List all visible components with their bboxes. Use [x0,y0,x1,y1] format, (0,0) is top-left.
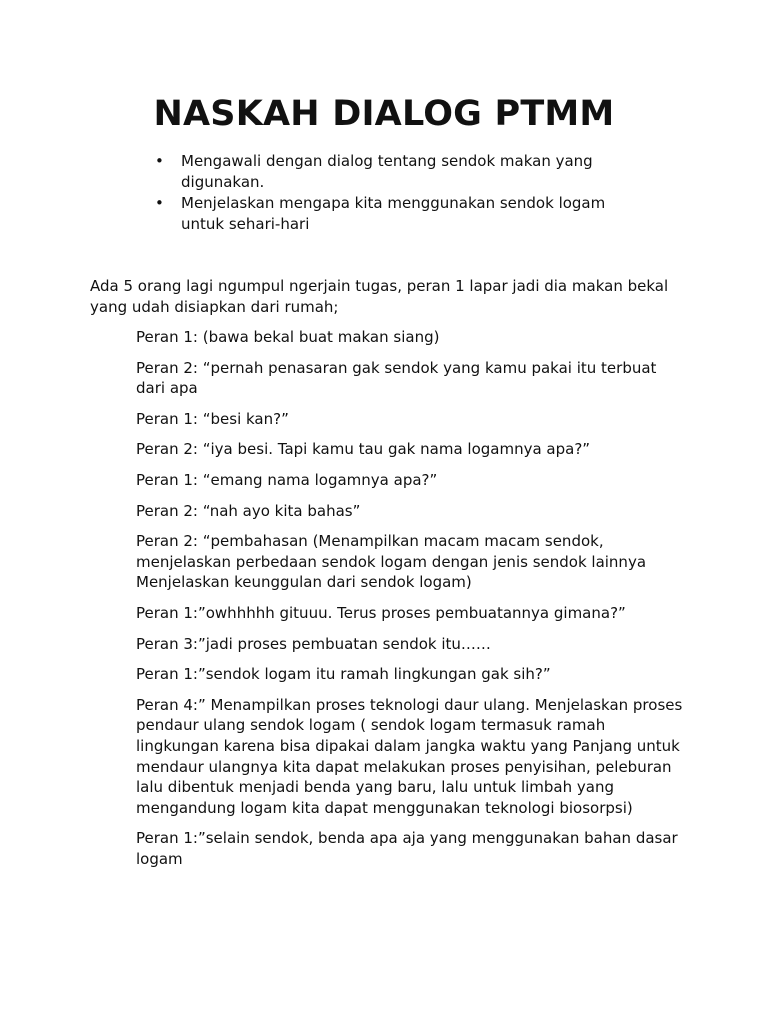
bullet-icon: • [155,152,164,170]
dialog-line: Peran 2: “pernah penasaran gak sendok yang kamu pakai itu terbuat dari apa [136,358,657,398]
document-title: NASKAH DIALOG PTMM [153,94,615,134]
dialog-line: Peran 1: “besi kan?” [136,409,289,428]
dialog-script [136,327,684,879]
scene-intro-paragraph: Ada 5 orang lagi ngumpul ngerjain tugas, peran 1 lapar jadi dia makan bekal yang udah disiapkan dari rumah; [90,277,669,316]
dialog-line: Peran 3:”jadi proses pembuatan sendok itu…… [136,634,491,653]
dialog-line: Peran 1: “emang nama logamnya apa?” [136,470,438,489]
summary-bullet-item [155,193,625,235]
summary-bullet-item [155,151,625,193]
dialog-line: Peran 1:”sendok logam itu ramah lingkungan gak sih?” [136,665,551,684]
dialog-line: Peran 2: “nah ayo kita bahas” [136,501,361,520]
bullet-icon: • [155,194,164,212]
summary-bullet-text: Menjelaskan mengapa kita menggunakan sendok logam untuk sehari-hari [181,194,606,233]
dialog-line: Peran 1:”owhhhhh gituuu. Terus proses pembuatannya gimana?” [136,603,626,622]
summary-bullet-text: Mengawali dengan dialog tentang sendok makan yang digunakan. [181,152,593,191]
dialog-line: Peran 1: (bawa bekal buat makan siang) [136,328,440,346]
dialog-line: Peran 4:” Menampilkan proses teknologi daur ulang. Menjelaskan proses pendaur ulang sendok logam ( sendok logam termasuk ramah lingkungan karena bisa dipakai dalam jangka waktu yang Panjang untuk mendaur ulangnya kita dapat melakukan proses penyisihan, peleburan lalu dibentuk menjadi benda yang baru, lalu untuk limbah yang mengandung logam kita dapat menggunakan teknologi biosorpsi) [136,695,683,817]
dialog-line: Peran 1:”selain sendok, benda apa aja yang menggunakan bahan dasar logam [136,829,678,868]
dialog-line: Peran 2: “pembahasan (Menampilkan macam macam sendok, menjelaskan perbedaan sendok logam dengan jenis sendok lainnya Menjelaskan keunggulan dari sendok logam) [136,532,647,592]
dialog-line: Peran 2: “iya besi. Tapi kamu tau gak nama logamnya apa?” [136,440,591,459]
summary-bullet-list [155,151,625,235]
